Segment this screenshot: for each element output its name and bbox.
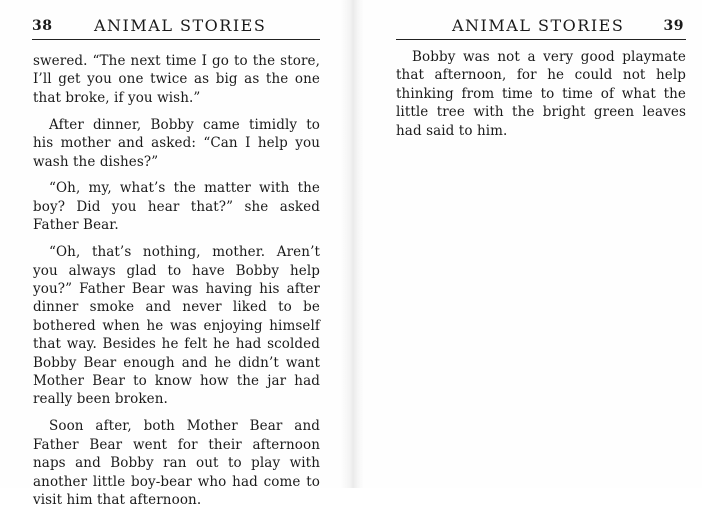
paragraph: Bobby was not a very good playmate that afternoon, for he could not help thinking from time to time of what the little tree with the bright green leaves had said to him.	[396, 49, 686, 139]
paragraph: swered. “The next time I go to the store, I’ll get you one twice as big as the one that broke, if you wish.”	[33, 53, 320, 106]
paragraph: “Oh, my, what’s the matter with the boy? Did you hear that?” she asked Father Bear.	[33, 180, 320, 234]
left-page	[0, 0, 348, 508]
right-page	[356, 0, 702, 488]
page-number: 39	[663, 18, 684, 34]
running-title: ANIMAL STORIES	[94, 16, 267, 35]
paragraph: Soon after, both Mother Bear and Father Bear went for their afternoon naps and Bobby ran out to play with another little boy-bear who had come to visit him that afternoon.	[33, 418, 320, 508]
left-page-header	[32, 14, 320, 36]
header-rule	[32, 39, 320, 40]
page-number: 38	[32, 18, 53, 34]
running-title: ANIMAL STORIES	[452, 16, 625, 35]
paragraph: After dinner, Bobby came timidly to his mother and asked: “Can I help you wash the dishes?”	[33, 116, 320, 170]
header-rule	[396, 39, 686, 40]
left-page-body	[33, 52, 320, 518]
right-page-body	[396, 48, 686, 149]
paragraph: “Oh, that’s nothing, mother. Aren’t you always glad to have Bobby help you?” Father Bear was having his after dinner smoke and never liked to be bothered when he was enjoying himself that way. Besides he felt he had scolded Bobby Bear enough and he didn’t want Mother Bear to know how the jar had really been broken.	[33, 244, 320, 408]
right-page-header	[396, 14, 686, 36]
